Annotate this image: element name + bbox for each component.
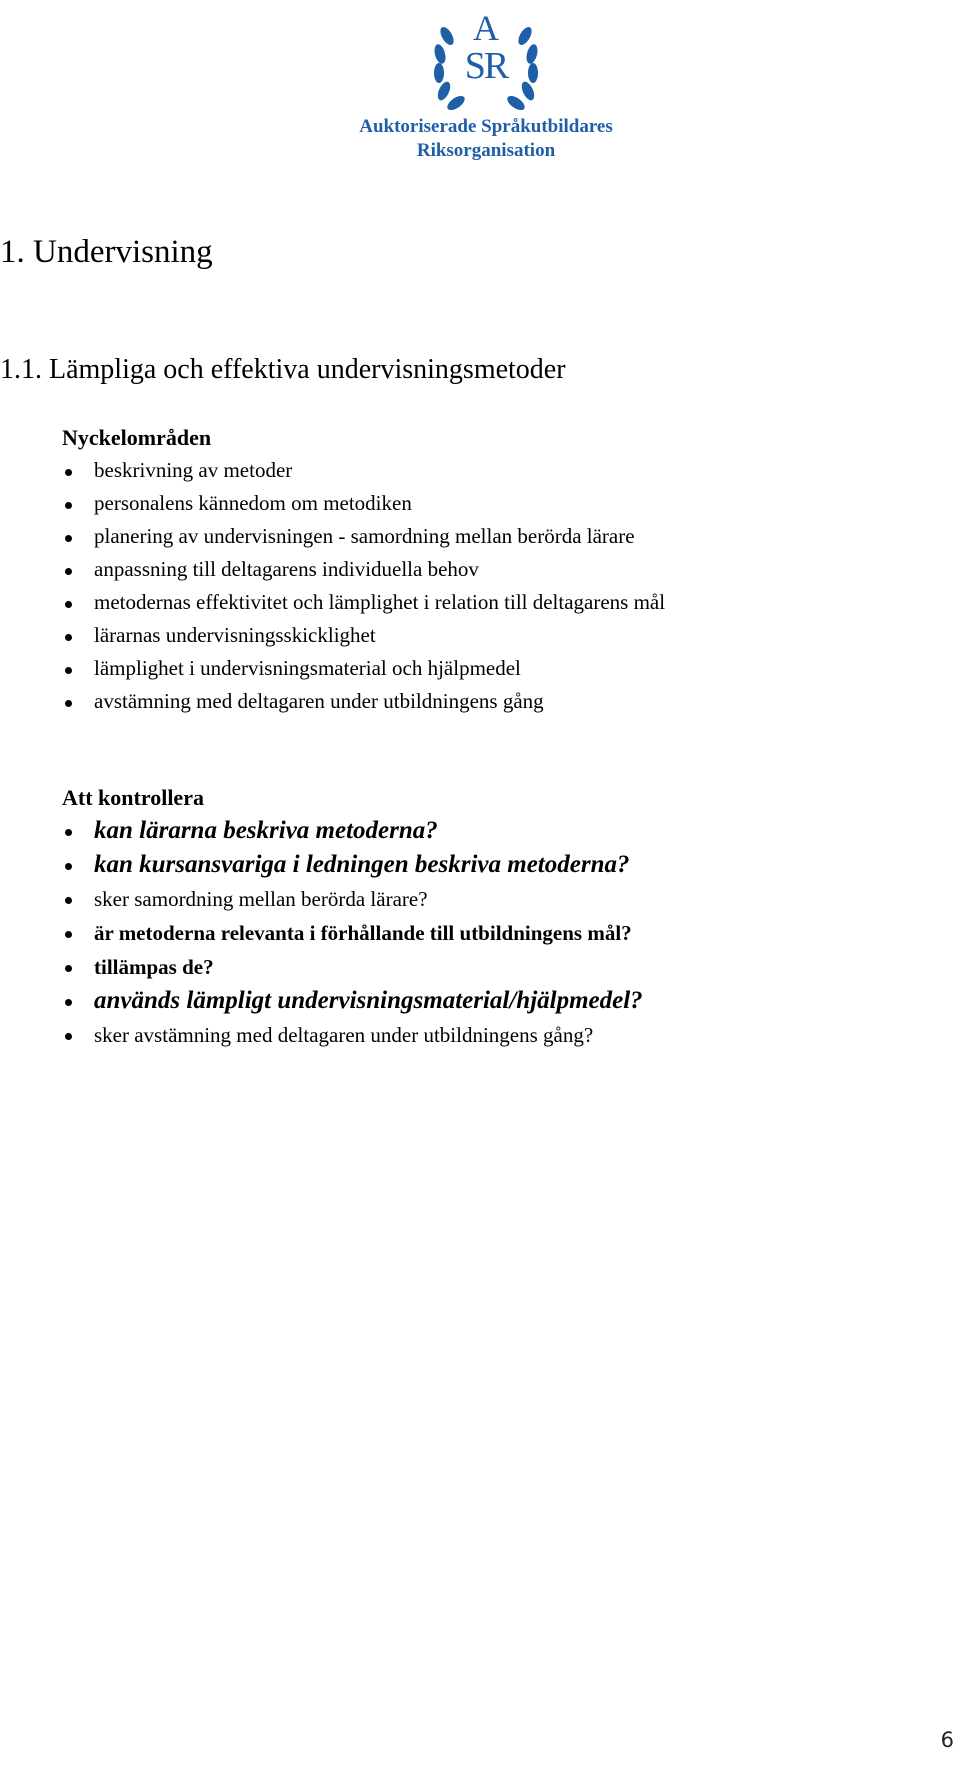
bullet-icon [65,965,72,972]
list-item-text: lärarnas undervisningsskicklighet [94,623,376,647]
list-item [62,984,643,1018]
list-item [62,586,665,619]
list-item [62,619,665,652]
bullet-icon [65,502,72,509]
list-item [62,916,643,950]
list-item-text: avstämning med deltagaren under utbildningens gång [94,689,544,713]
checks-title: Att kontrollera [62,785,204,810]
list-item-text: sker avstämning med deltagaren under utbildningens gång? [94,1023,594,1047]
bullet-icon [65,601,72,608]
logo-monogram-bottom: SR [464,45,508,87]
list-item [62,1018,643,1052]
bullet-icon [65,897,72,904]
heading-methods: 1.1. Lämpliga och effektiva undervisningsmetoder [0,354,566,385]
list-item-text: kan kursansvariga i ledningen beskriva metoderna? [94,851,630,878]
list-item [62,848,643,882]
bullet-icon [65,931,72,938]
list-item [62,882,643,916]
bullet-icon [65,863,72,870]
list-item [62,487,665,520]
bullet-icon [65,535,72,542]
list-item [62,553,665,586]
bullet-icon [65,568,72,575]
bullet-icon [65,469,72,476]
list-item [62,520,665,553]
list-item-text: kan lärarna beskriva metoderna? [94,817,438,844]
list-item-text: sker samordning mellan berörda lärare? [94,887,428,911]
list-item-text: beskrivning av metoder [94,458,293,482]
heading-undervisning: 1. Undervisning [0,234,213,270]
bullet-icon [65,634,72,641]
list-item-text: personalens kännedom om metodiken [94,491,412,515]
list-item-text: är metoderna relevanta i förhållande till utbildningens mål? [94,921,632,945]
list-item-text: anpassning till deltagarens individuella behov [94,557,479,581]
bullet-icon [65,1033,72,1040]
logo-name-line1: Auktoriserade Språkutbildares [359,116,613,137]
organization-logo [336,6,636,172]
key-areas-list [62,454,665,718]
bullet-icon [65,999,72,1006]
list-item [62,950,643,984]
logo-monogram-top: A [473,8,499,48]
list-item [62,685,665,718]
bullet-icon [65,667,72,674]
page-number: 6 [940,1728,954,1752]
logo-name-line2: Riksorganisation [416,140,556,161]
list-item-text: används lämpligt undervisningsmaterial/hjälpmedel? [94,987,643,1014]
bullet-icon [65,829,72,836]
checks-list [62,814,643,1052]
list-item-text: lämplighet i undervisningsmaterial och hjälpmedel [94,656,521,680]
list-item [62,652,665,685]
list-item [62,454,665,487]
list-item-text: planering av undervisningen - samordning mellan berörda lärare [94,524,635,548]
list-item-text: metodernas effektivitet och lämplighet i relation till deltagarens mål [94,590,666,614]
key-areas-title: Nyckelområden [62,425,212,450]
list-item-text: tillämpas de? [94,955,214,979]
list-item [62,814,643,848]
bullet-icon [65,700,72,707]
